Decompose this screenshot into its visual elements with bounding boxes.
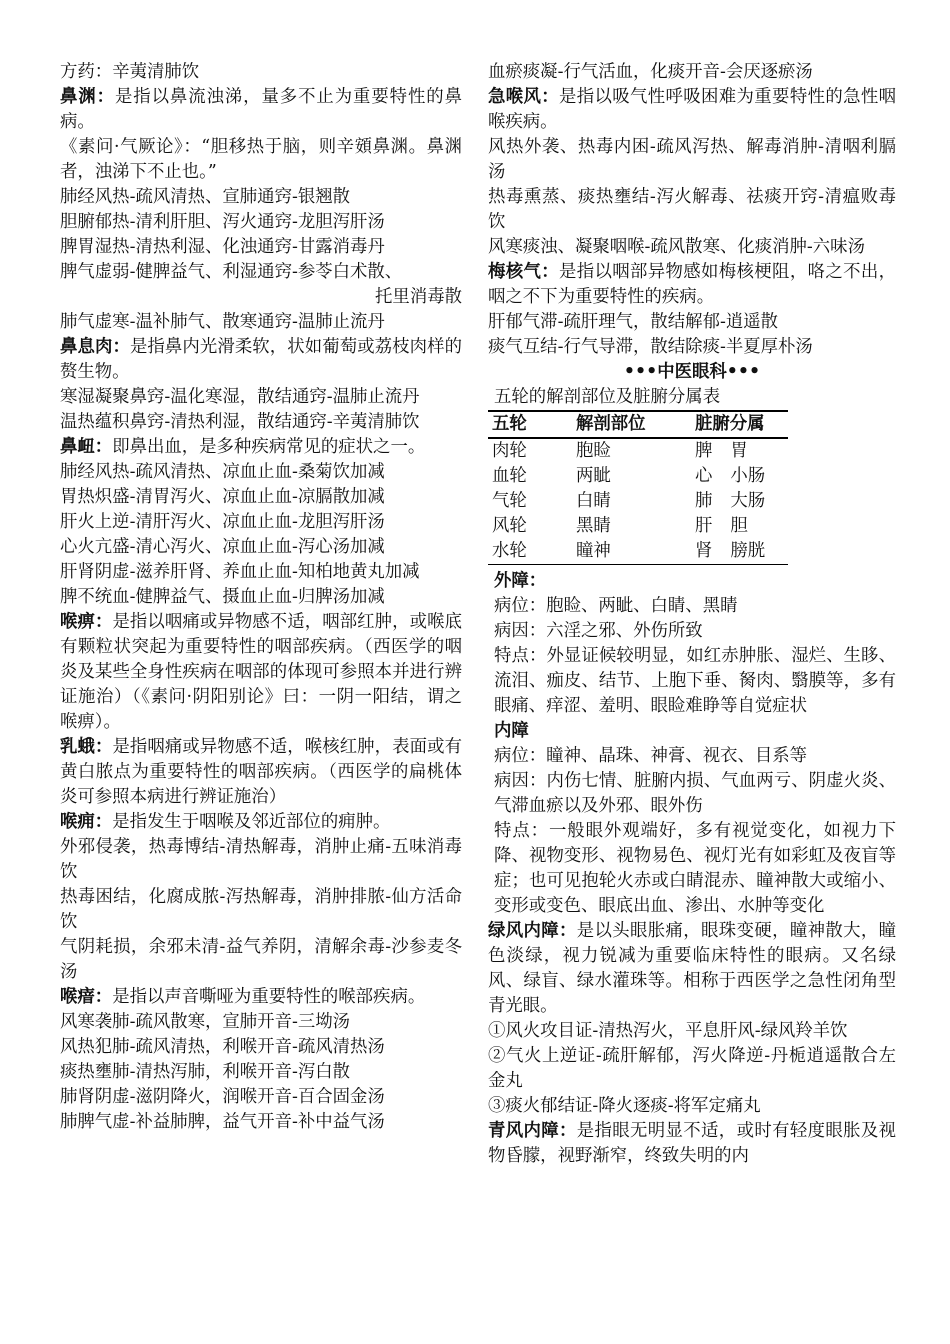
text-paragraph — [60, 385, 462, 410]
paragraph-text: 是指眼无明显不适，或时有轻度眼胀及视物昏朦，视野渐窄，终致失明的内 — [488, 1121, 896, 1166]
table-cell: 两眦 — [576, 466, 611, 486]
paragraph-text: 方药：辛荑清肺饮 — [60, 62, 200, 82]
paragraph-text: 温热蕴积鼻窍-清热利湿，散结通窍-辛荑清肺饮 — [60, 412, 420, 432]
paragraph-text: 托里消毒散 — [375, 287, 462, 307]
text-paragraph — [60, 260, 462, 285]
text-paragraph — [60, 935, 462, 985]
text-paragraph — [488, 819, 896, 919]
table-row — [488, 438, 788, 464]
paragraph-text: 是指以咽痛或异物感不适，咽部红肿，或喉底有颗粒状突起为重要特性的咽部疾病。（西医学的咽炎及某些全身性疾病在咽部的体现可参照本并进行辨证施治）（《素问·阴阳别论》曰：一阴一阳结，谓之喉痹）。 — [60, 612, 462, 732]
paragraph-text: 肝火上逆-清肝泻火、凉血止血-龙胆泻肝汤 — [60, 512, 385, 532]
table-header-cell: 脏腑分属 — [691, 411, 788, 438]
paragraph-text: 病位：瞳神、晶珠、神膏、视衣、目系等 — [494, 746, 808, 766]
text-paragraph — [60, 60, 462, 85]
table-row — [488, 514, 788, 539]
table-cell — [691, 438, 788, 464]
table-row — [488, 539, 788, 565]
paragraph-text: ③痰火郁结证-降火逐痰-将军定痛丸 — [488, 1096, 761, 1116]
table-cell: 水轮 — [488, 539, 572, 565]
paragraph-text: ②气火上逆证-疏肝解郁，泻火降逆-丹栀逍遥散合左金丸 — [488, 1046, 896, 1091]
paragraph-text: 风寒袭肺-疏风散寒，宣肺开音-三坳汤 — [60, 1012, 351, 1032]
organ-zang: 肺 — [695, 491, 713, 511]
paragraph-text: 痰热壅肺-清热泻肺，利喉开音-泻白散 — [60, 1062, 351, 1082]
text-paragraph — [488, 185, 896, 235]
organ-fu: 胆 — [730, 516, 748, 536]
paragraph-text: ①风火攻目证-清热泻火，平息肝风-绿风羚羊饮 — [488, 1021, 848, 1041]
term-paragraph — [488, 1119, 896, 1169]
paragraph-text: 风热外袭、热毒内困-疏风泻热、解毒消肿-清咽利膈汤 — [488, 137, 896, 182]
organ-fu: 膀胱 — [730, 541, 766, 561]
term-heading: 乳蛾： — [60, 737, 113, 757]
text-paragraph — [488, 644, 896, 719]
text-paragraph — [488, 1019, 896, 1044]
term-heading: 外障： — [494, 571, 547, 591]
paragraph-text: 肺脾气虚-补益肺脾，益气开音-补中益气汤 — [60, 1112, 385, 1132]
text-paragraph — [488, 769, 896, 819]
table-cell: 白睛 — [576, 491, 611, 511]
paragraph-text: 是指发生于咽喉及邻近部位的痈肿。 — [112, 812, 391, 832]
table-header-row — [488, 411, 788, 438]
term-paragraph — [60, 85, 462, 135]
paragraph-text: 肺经风热-疏风清热、宣肺通窍-银翘散 — [60, 187, 351, 207]
table-header-cell: 解剖部位 — [572, 411, 691, 438]
paragraph-text: 病位：胞睑、两眦、白睛、黑睛 — [494, 596, 738, 616]
term-heading: 鼻渊： — [60, 87, 115, 107]
text-paragraph — [60, 885, 462, 935]
text-paragraph — [488, 1094, 896, 1119]
organ-zang: 脾 — [695, 441, 713, 461]
text-paragraph — [60, 1010, 462, 1035]
paragraph-text: 风寒痰浊、凝聚咽喉-疏风散寒、化痰消肿-六味汤 — [488, 237, 865, 257]
paragraph-text: 脾不统血-健脾益气、摄血止血-归脾汤加减 — [60, 587, 385, 607]
text-paragraph — [488, 135, 896, 185]
paragraph-text: 是指以鼻流浊涕，量多不止为重要特性的鼻病。 — [60, 87, 462, 132]
term-heading: 绿风内障： — [488, 921, 577, 941]
term-paragraph — [60, 610, 462, 735]
organ-zang: 心 — [695, 466, 713, 486]
paragraph-text: 肺经风热-疏风清热、凉血止血-桑菊饮加减 — [60, 462, 385, 482]
term-heading: 喉痹： — [60, 612, 113, 632]
paragraph-text: 是指咽痛或异物感不适，喉核红肿，表面或有黄白脓点为重要特性的咽部疾病。（西医学的扁桃体炎可参照本病进行辨证施治） — [60, 737, 462, 807]
table-cell: 气轮 — [492, 491, 527, 511]
table-row — [488, 489, 788, 514]
paragraph-text: 肝肾阴虚-滋养肝肾、养血止血-知柏地黄丸加减 — [60, 562, 420, 582]
term-paragraph — [60, 735, 462, 810]
table-cell: 风轮 — [492, 516, 527, 536]
text-paragraph — [60, 1110, 462, 1135]
organ-fu: 小肠 — [730, 466, 766, 486]
paragraph-text: 热毒熏蒸、痰热壅结-泻火解毒、祛痰开窍-清瘟败毒饮 — [488, 187, 896, 232]
text-paragraph — [60, 310, 462, 335]
table-cell: 瞳神 — [572, 539, 691, 565]
paragraph-text: 即鼻出血，是多种疾病常见的症状之一。 — [112, 437, 426, 457]
paragraph-text: 血瘀痰凝-行气活血，化痰开音-会厌逐瘀汤 — [488, 62, 813, 82]
table-cell: 血轮 — [492, 466, 527, 486]
text-paragraph — [60, 510, 462, 535]
organ-zang: 肾 — [695, 541, 713, 561]
text-paragraph — [488, 60, 896, 85]
text-paragraph — [60, 235, 462, 260]
paragraph-text: 气阴耗损，余邪未清-益气养阴，清解余毒-沙参麦冬汤 — [60, 937, 462, 982]
paragraph-text: 热毒困结，化腐成脓-泻热解毒，消肿排脓-仙方活命饮 — [60, 887, 462, 932]
paragraph-text: 是指以咽部异物感如梅核梗阻，咯之不出，咽之不下为重要特性的疾病。 — [488, 262, 896, 307]
table-row — [488, 464, 788, 489]
text-paragraph — [60, 135, 462, 185]
paragraph-text: 是指以吸气性呼吸困难为重要特性的急性咽喉疾病。 — [488, 87, 896, 132]
text-paragraph — [60, 285, 462, 310]
paragraph-text: 胆腑郁热-清利肝胆、泻火通窍-龙胆泻肝汤 — [60, 212, 385, 232]
term-heading: 喉瘖： — [60, 987, 113, 1007]
paragraph-text: 脾胃湿热-清热利湿、化浊通窍-甘露消毒丹 — [60, 237, 385, 257]
text-paragraph — [60, 535, 462, 560]
text-paragraph — [60, 485, 462, 510]
five-wheels-table — [488, 410, 788, 565]
paragraph-text: 肺肾阴虚-滋阴降火，润喉开音-百合固金汤 — [60, 1087, 385, 1107]
term-paragraph — [488, 569, 896, 594]
paragraph-text: 风热犯肺-疏风清热，利喉开音-疏风清热汤 — [60, 1037, 385, 1057]
text-paragraph — [60, 210, 462, 235]
paragraph-text: 心火亢盛-清心泻火、凉血止血-泻心汤加减 — [60, 537, 385, 557]
text-paragraph — [488, 310, 896, 335]
text-paragraph — [60, 1035, 462, 1060]
table-header-cell: 五轮 — [488, 411, 572, 438]
text-paragraph — [60, 185, 462, 210]
paragraph-text: 《素问·气厥论》：“胆移热于脑，则辛頞鼻渊。鼻渊者，浊涕下不止也。” — [60, 137, 462, 182]
paragraph-text: 特点：一般眼外观端好，多有视觉变化，如视力下降、视物变形、视物易色、视灯光有如彩虹及夜盲等症；也可见抱轮火赤或白睛混赤、瞳神散大或缩小、变形或变色、眼底出血、渗出、水肿等变化 — [494, 821, 896, 916]
paragraph-text: 痰气互结-行气导滞，散结除痰-半夏厚朴汤 — [488, 337, 813, 357]
right-bottom-text — [488, 569, 896, 1169]
term-paragraph — [488, 919, 896, 1019]
table-body — [488, 438, 788, 565]
text-paragraph — [60, 560, 462, 585]
term-heading: 喉痈： — [60, 812, 113, 832]
text-paragraph — [60, 410, 462, 435]
paragraph-text: 脾气虚弱-健脾益气、利湿通窍-参苓白术散、 — [60, 262, 403, 282]
paragraph-text: 肺气虚寒-温补肺气、散寒通窍-温肺止流丹 — [60, 312, 385, 332]
term-paragraph — [488, 719, 896, 744]
text-paragraph — [60, 835, 462, 885]
paragraph-text: 寒湿凝聚鼻窍-温化寒湿，散结通窍-温肺止流丹 — [60, 387, 420, 407]
term-paragraph — [60, 985, 462, 1010]
term-paragraph — [60, 335, 462, 385]
term-heading: 梅核气： — [488, 262, 560, 282]
paragraph-text: 胃热炽盛-清胃泻火、凉血止血-凉膈散加减 — [60, 487, 385, 507]
section-title: •••中医眼科••• — [623, 362, 761, 382]
text-paragraph — [488, 594, 896, 619]
right-top-text — [488, 60, 896, 360]
text-paragraph — [60, 460, 462, 485]
term-heading: 急喉风： — [488, 87, 560, 107]
text-paragraph — [488, 744, 896, 769]
paragraph-text: 病因：内伤七情、脏腑内损、气血两亏、阴虚火炎、气滞血瘀以及外邪、眼外伤 — [494, 771, 896, 816]
text-paragraph — [60, 1060, 462, 1085]
organ-zang: 肝 — [695, 516, 713, 536]
term-heading: 青风内障： — [488, 1121, 577, 1141]
text-paragraph — [488, 1044, 896, 1094]
term-paragraph — [60, 435, 462, 460]
text-paragraph — [488, 335, 896, 360]
text-paragraph — [488, 235, 896, 260]
paragraph-text: 是以头眼胀痛，眼珠变硬，瞳神散大，瞳色淡绿，视力锐减为重要临床特性的眼病。又名绿风、绿盲、绿水灌珠等。相称于西医学之急性闭角型青光眼。 — [488, 921, 896, 1016]
table-cell — [691, 464, 788, 489]
right-column — [488, 60, 896, 1169]
table-cell — [691, 514, 788, 539]
paragraph-text: 是指以声音嘶哑为重要特性的喉部疾病。 — [112, 987, 426, 1007]
term-heading: 鼻息肉： — [60, 337, 130, 357]
organ-fu: 大肠 — [730, 491, 766, 511]
table-cell: 黑睛 — [576, 516, 611, 536]
left-column — [60, 60, 462, 1135]
paragraph-text: 外邪侵袭，热毒博结-清热解毒，消肿止痛-五味消毒饮 — [60, 837, 462, 882]
paragraph-text: 肝郁气滞-疏肝理气，散结解郁-逍遥散 — [488, 312, 779, 332]
table-cell — [691, 489, 788, 514]
table-cell: 胞睑 — [576, 441, 611, 461]
text-paragraph — [60, 1085, 462, 1110]
term-heading: 内障 — [494, 721, 529, 741]
table-cell — [691, 539, 788, 565]
term-heading: 鼻衄： — [60, 437, 113, 457]
paragraph-text: 特点：外显证候较明显，如红赤肿胀、湿烂、生眵、流泪、痂皮、结节、上胞下垂、胬肉、翳膜等，多有眼痛、痒涩、羞明、眼睑难睁等自觉症状 — [494, 646, 896, 716]
table-caption: 五轮的解剖部位及脏腑分属表 — [494, 387, 721, 407]
organ-fu: 胃 — [730, 441, 748, 461]
text-paragraph — [60, 585, 462, 610]
text-paragraph — [488, 619, 896, 644]
paragraph-text: 病因：六淫之邪、外伤所致 — [494, 621, 703, 641]
paragraph-text: 是指鼻内光滑柔软，状如葡萄或荔枝肉样的赘生物。 — [60, 337, 462, 382]
term-paragraph — [488, 260, 896, 310]
term-paragraph — [488, 85, 896, 135]
table-cell: 肉轮 — [492, 441, 527, 461]
term-paragraph — [60, 810, 462, 835]
